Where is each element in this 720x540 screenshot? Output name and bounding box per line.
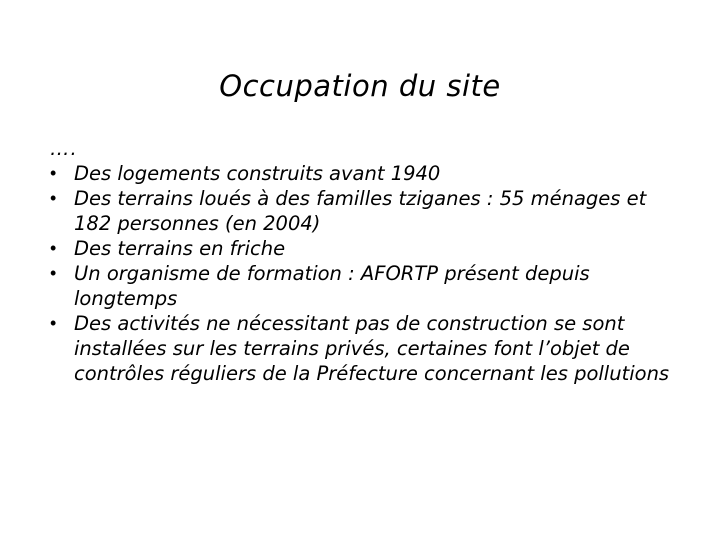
bullet-text: Des terrains en friche	[74, 237, 286, 260]
bullet-text: Un organisme de formation : AFORTP présent depuis longtemps	[74, 262, 590, 310]
bullet-text: Des activités ne nécessitant pas de construction se sont installées sur les terrains privés, certaines font l’objet de contrôles réguliers de la Préfecture concernant les pollutions	[74, 312, 670, 385]
bullet-item	[50, 261, 670, 311]
slide-title: Occupation du site	[219, 69, 501, 103]
bullet-icon: •	[50, 163, 57, 184]
bullet-text: Des logements construits avant 1940	[74, 162, 441, 185]
bullet-icon: •	[50, 263, 57, 284]
bullet-item	[50, 161, 670, 186]
bullet-icon: •	[50, 188, 57, 209]
bullet-list	[50, 161, 670, 386]
bullet-item	[50, 186, 670, 236]
bullet-icon: •	[50, 238, 57, 259]
slide-body	[50, 136, 670, 386]
intro-ellipsis: ….	[50, 137, 78, 160]
bullet-text: Des terrains loués à des familles tziganes : 55 ménages et 182 personnes (en 2004)	[74, 187, 647, 235]
bullet-item	[50, 311, 670, 386]
bullet-item	[50, 236, 670, 261]
bullet-icon: •	[50, 313, 57, 334]
